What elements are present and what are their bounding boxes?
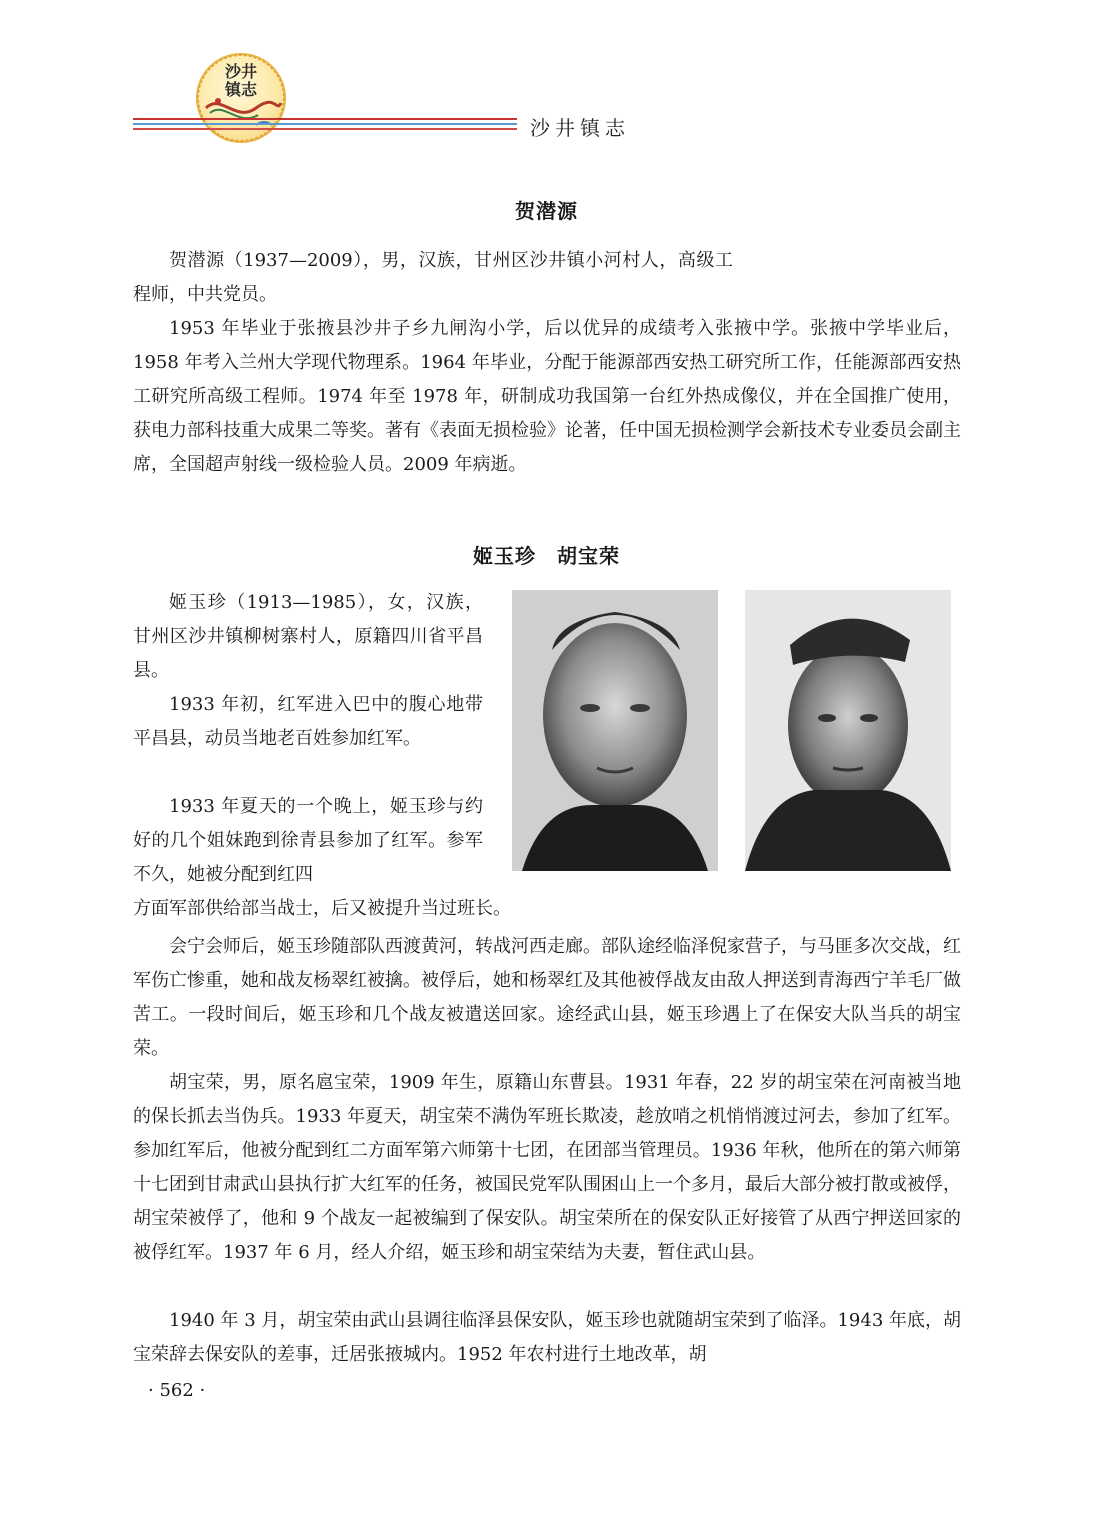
logo-text: 沙井镇志 bbox=[224, 62, 257, 99]
paragraph: 会宁会师后，姬玉珍随部队西渡黄河，转战河西走廊。部队途经临泽倪家营子，与马匪多次交战，红军伤亡惨重，她和战友杨翠红被擒。被俘后，她和杨翠红及其他被俘战友由敌人押送到青海西宁羊毛厂做苦工。一段时间后，姬玉珍和几个战友被遣送回家。途经武山县，姬玉珍遇上了在保安大队当兵的胡宝荣。 bbox=[133, 936, 961, 1059]
page-number: · 562 · bbox=[148, 1380, 206, 1401]
header-rule bbox=[133, 118, 517, 133]
paragraph: 1940 年 3 月，胡宝荣由武山县调往临泽县保安队，姬玉珍也就随胡宝荣到了临泽。1943 年底，胡宝荣辞去保安队的差事，迁居张掖城内。1952 年农村进行土地改革，胡 bbox=[133, 1310, 961, 1365]
paragraph: 贺潜源（1937—2009），男，汉族，甘州区沙井镇小河村人，高级工程师，中共党员。 bbox=[133, 250, 733, 305]
section-title-ji-yuzhen-hu-baorong: 姬玉珍 胡宝荣 bbox=[473, 544, 620, 568]
paragraph: 1933 年初，红军进入巴中的腹心地带平昌县，动员当地老百姓参加红军。 bbox=[133, 694, 483, 749]
portrait-photo-hu-baorong bbox=[745, 590, 951, 871]
paragraph: 姬玉珍（1913—1985），女，汉族，甘州区沙井镇柳树寨村人，原籍四川省平昌县。 bbox=[133, 592, 483, 681]
paragraph-continuation: 方面军部供给部当战士，后又被提升当过班长。 bbox=[133, 898, 511, 919]
paragraph: 胡宝荣，男，原名扈宝荣，1909 年生，原籍山东曹县。1931 年春，22 岁的胡宝荣在河南被当地的保长抓去当伪兵。1933 年夏天，胡宝荣不满伪军班长欺凌，趁放哨之机悄悄渡过河去，参加了红军。参加红军后，他被分配到红二方面军第六师第十七团，在团部当管理员。1936 年秋，他所在的第六师第十七团到甘肃武山县执行扩大红军的任务，被国民党军队围困山上一个多月，最后大部分被打散或被俘，胡宝荣被俘了，他和 9 个战友一起被编到了保安队。胡宝荣所在的保安队正好接管了从西宁押送回家的被俘红军。1937 年 6 月，经人介绍，姬玉珍和胡宝荣结为夫妻，暂住武山县。 bbox=[133, 1072, 961, 1263]
paragraph: 1933 年夏天的一个晚上，姬玉珍与约好的几个姐妹跑到徐青县参加了红军。参军不久，她被分配到红四 bbox=[133, 796, 483, 885]
portrait-photo-ji-yuzhen bbox=[512, 590, 718, 871]
paragraph: 1953 年毕业于张掖县沙井子乡九闸沟小学，后以优异的成绩考入张掖中学。张掖中学毕业后，1958 年考入兰州大学现代物理系。1964 年毕业，分配于能源部西安热工研究所工作，任能源部西安热工研究所高级工程师。1974 年至 1978 年，研制成功我国第一台红外热成像仪，并在全国推广使用，获电力部科技重大成果二等奖。著有《表面无损检验》论著，任中国无损检测学会新技术专业委员会副主席，全国超声射线一级检验人员。2009 年病逝。 bbox=[133, 318, 961, 475]
running-header-title: 沙井镇志 bbox=[530, 116, 630, 140]
section-title-he-qianyuan: 贺潜源 bbox=[515, 199, 578, 223]
